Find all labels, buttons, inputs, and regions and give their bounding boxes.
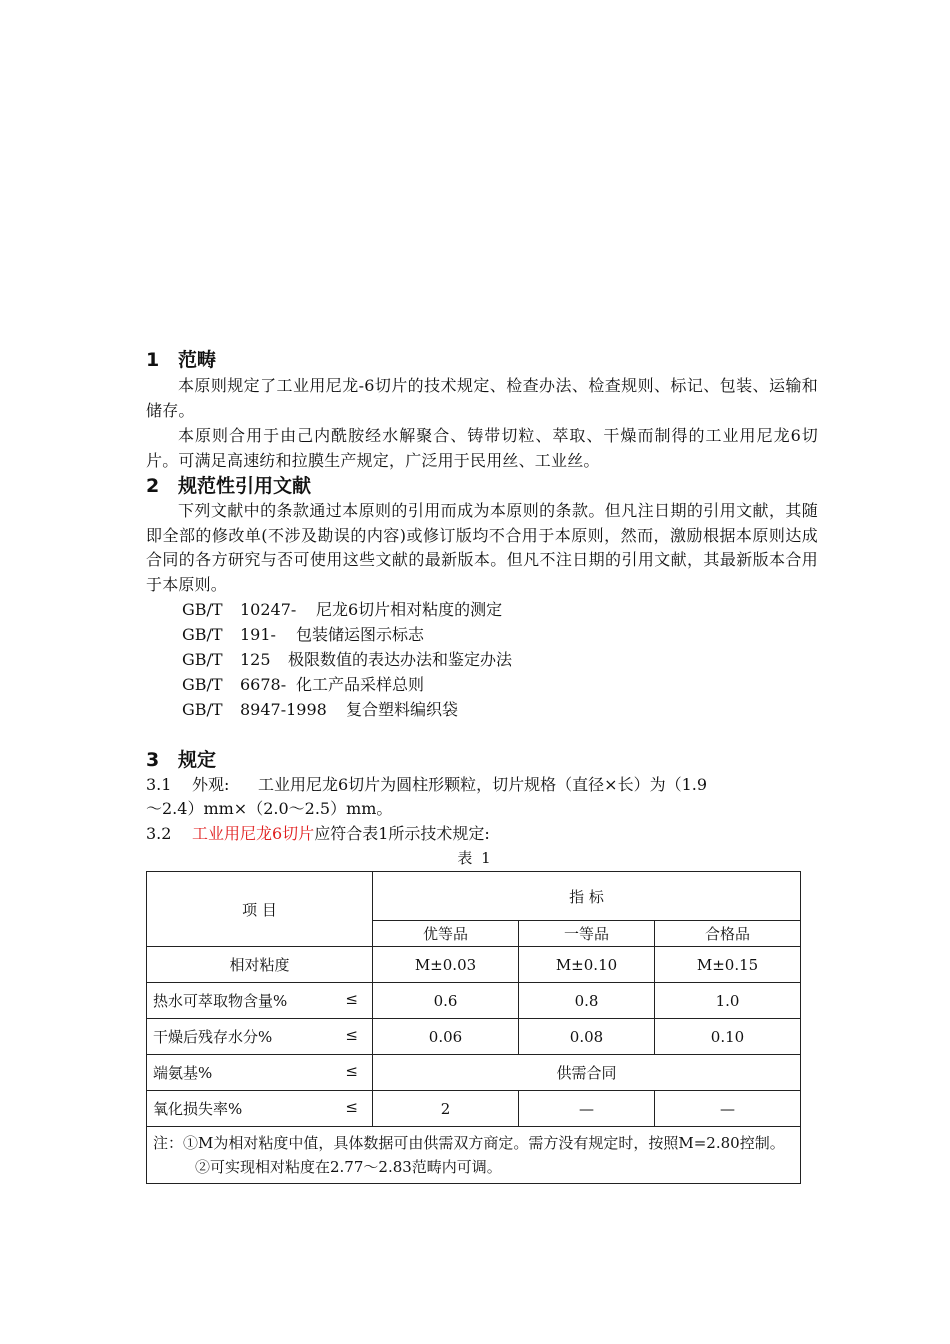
section-number: 3 (146, 749, 160, 771)
table-row (147, 1055, 801, 1091)
row-name: 端氨基% ≤ (147, 1055, 373, 1091)
reference-item: GB/T 8947-1998 复合塑料编织袋 (182, 700, 459, 719)
table-note-row (147, 1127, 801, 1184)
section-2-heading (146, 474, 311, 498)
merged-value-cell: 供需合同 (373, 1055, 801, 1091)
highlighted-term: 工业用尼龙6切片 (192, 824, 315, 843)
value-cell: — (655, 1091, 801, 1127)
table-row (147, 983, 801, 1019)
value-cell: 0.6 (373, 983, 519, 1019)
leq-symbol: ≤ (345, 1098, 358, 1116)
row-name: 干燥后残存水分% ≤ (147, 1019, 373, 1055)
value-cell: 0.08 (519, 1019, 655, 1055)
note-1: 注：①M为相对粘度中值，具体数据可由供需双方商定。需方没有规定时，按照M=2.80控制。 (153, 1134, 785, 1152)
row-name: 热水可萃取物含量% ≤ (147, 983, 373, 1019)
reference-item: GB/T 6678- 化工产品采样总则 (182, 675, 425, 694)
table-caption: 表 1 (457, 849, 493, 867)
value-cell: M±0.10 (519, 947, 655, 983)
section-title: 规定 (178, 749, 217, 771)
value-cell: 0.10 (655, 1019, 801, 1055)
table-row (147, 1091, 801, 1127)
section-1-heading (146, 348, 216, 372)
grade-cell: 优等品 (373, 921, 519, 947)
header-item: 项 目 (147, 872, 373, 947)
value-cell: 1.0 (655, 983, 801, 1019)
value-cell: — (519, 1091, 655, 1127)
reference-item: GB/T 191- 包装储运图示标志 (182, 625, 425, 644)
spec-table (146, 871, 801, 1184)
value-cell: 2 (373, 1091, 519, 1127)
section-title: 规范性引用文献 (178, 475, 312, 497)
leq-symbol: ≤ (345, 1062, 358, 1080)
section-number: 1 (146, 349, 160, 371)
section-title: 范畴 (178, 349, 217, 371)
leq-symbol: ≤ (345, 1026, 358, 1044)
section-number: 2 (146, 475, 160, 497)
section-1-paragraph-2: 本原则合用于由己内酰胺经水解聚合、铸带切粒、萃取、干燥而制得的工业用尼龙6切片。可满足高速纺和拉膜生产规定，广泛用于民用丝、工业丝。 (146, 426, 818, 470)
table-row (147, 1019, 801, 1055)
grade-cell: 合格品 (655, 921, 801, 947)
clause-3-1-continued: ～2.4）mm×（2.0～2.5）mm。 (146, 799, 393, 818)
value-cell: M±0.15 (655, 947, 801, 983)
row-name: 相对粘度 (147, 947, 373, 983)
note-2: ②可实现相对粘度在2.77～2.83范畴内可调。 (195, 1158, 502, 1176)
value-cell: M±0.03 (373, 947, 519, 983)
section-1-paragraph-1: 本原则规定了工业用尼龙-6切片的技术规定、检查办法、检查规则、标记、包装、运输和储存。 (146, 376, 818, 420)
table-row (147, 947, 801, 983)
clause-3-1: 3.1 外观: 工业用尼龙6切片为圆柱形颗粒，切片规格（直径×长）为（1.9 (146, 775, 708, 794)
leq-symbol: ≤ (345, 990, 358, 1008)
section-2-paragraph-1: 下列文献中的条款通过本原则的引用而成为本原则的条款。但凡注日期的引用文献，其随即全部的修改单(不涉及勘误的内容)或修订版均不合用于本原则，然而，激励根据本原则达成合同的各方研究与否可使用这些文献的最新版本。但凡不注日期的引用文献，其最新版本合用于本原则。 (146, 501, 818, 594)
reference-item: GB/T 125 极限数值的表达办法和鉴定办法 (182, 650, 513, 669)
section-3-heading (146, 748, 216, 772)
table-header-row (147, 872, 801, 921)
value-cell: 0.8 (519, 983, 655, 1019)
value-cell: 0.06 (373, 1019, 519, 1055)
clause-3-2: 3.2 工业用尼龙6切片应符合表1所示技术规定: (146, 824, 490, 843)
table-note (147, 1127, 801, 1184)
reference-item: GB/T 10247- 尼龙6切片相对粘度的测定 (182, 600, 503, 619)
header-index: 指 标 (373, 872, 801, 921)
grade-cell: 一等品 (519, 921, 655, 947)
row-name: 氧化损失率% ≤ (147, 1091, 373, 1127)
